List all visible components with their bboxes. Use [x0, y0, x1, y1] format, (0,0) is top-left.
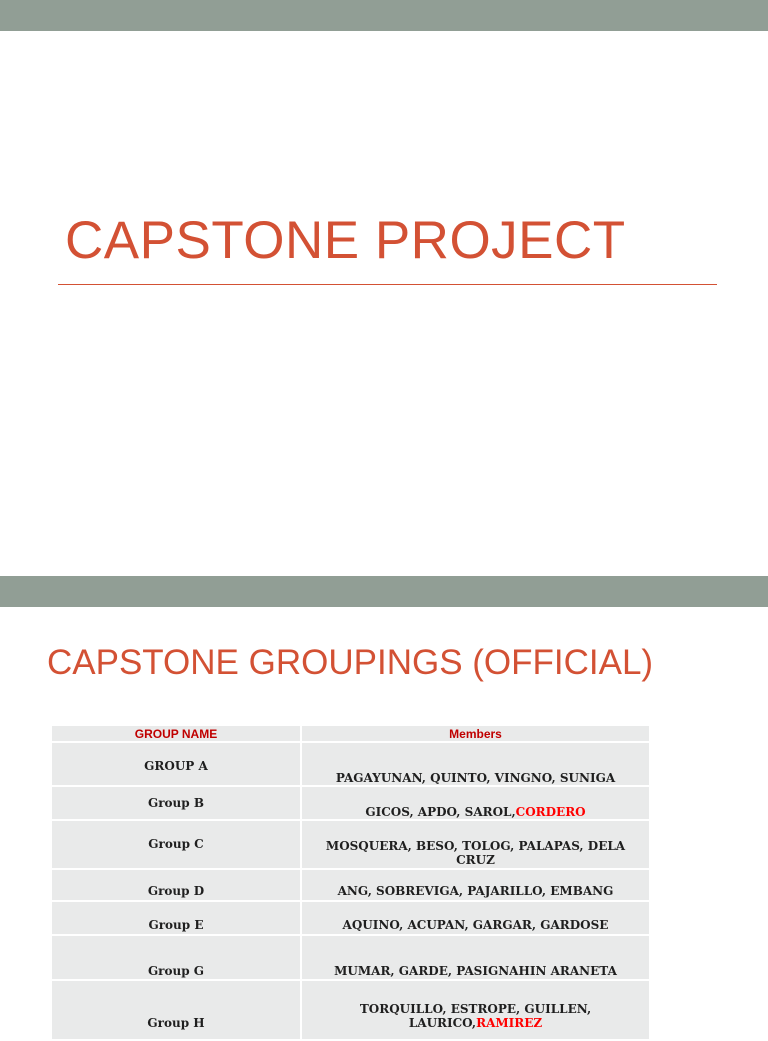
members-text: MUMAR, GARDE, PASIGNAHIN ARANETA [334, 964, 617, 978]
members-cell [301, 935, 650, 980]
table-row [52, 869, 650, 901]
members-text: AQUINO, ACUPAN, GARGAR, GARDOSE [342, 918, 609, 932]
table-row [52, 820, 650, 869]
header-members: Members [301, 726, 650, 742]
slide-title: CAPSTONE PROJECT [65, 211, 626, 270]
members-text: TORQUILLO, ESTROPE, GUILLEN, LAURICO, [359, 1002, 592, 1030]
groupings-title: CAPSTONE GROUPINGS (OFFICIAL) [47, 643, 654, 682]
members-cell [301, 786, 650, 820]
table-row [52, 742, 650, 786]
top-accent-band [0, 0, 768, 31]
groupings-table [52, 726, 651, 1041]
members-highlight: RAMIREZ [476, 1016, 543, 1030]
title-underline [58, 284, 717, 285]
table-header-row [52, 726, 650, 742]
members-text: GICOS, APDO, SAROL, [365, 805, 516, 819]
group-name-cell: Group C [52, 820, 301, 869]
group-name-cell: Group D [52, 869, 301, 901]
table-row [52, 935, 650, 980]
group-name-cell: Group B [52, 786, 301, 820]
table-row [52, 980, 650, 1040]
header-group-name: GROUP NAME [52, 726, 301, 742]
group-name-cell: GROUP A [52, 742, 301, 786]
members-cell [301, 901, 650, 935]
members-cell [301, 742, 650, 786]
members-highlight: CORDERO [515, 805, 586, 819]
members-text: MOSQUERA, BESO, TOLOG, PALAPAS, DELA CRUZ [325, 839, 626, 867]
group-name-cell: Group G [52, 935, 301, 980]
members-text: ANG, SOBREVIGA, PAJARILLO, EMBANG [337, 884, 614, 898]
members-cell [301, 869, 650, 901]
table-row [52, 901, 650, 935]
group-name-cell: Group E [52, 901, 301, 935]
table-row [52, 786, 650, 820]
slide-divider-band [0, 576, 768, 607]
members-cell [301, 820, 650, 869]
members-cell [301, 980, 650, 1040]
group-name-cell: Group H [52, 980, 301, 1040]
members-text: PAGAYUNAN, QUINTO, VINGNO, SUNIGA [335, 771, 616, 785]
